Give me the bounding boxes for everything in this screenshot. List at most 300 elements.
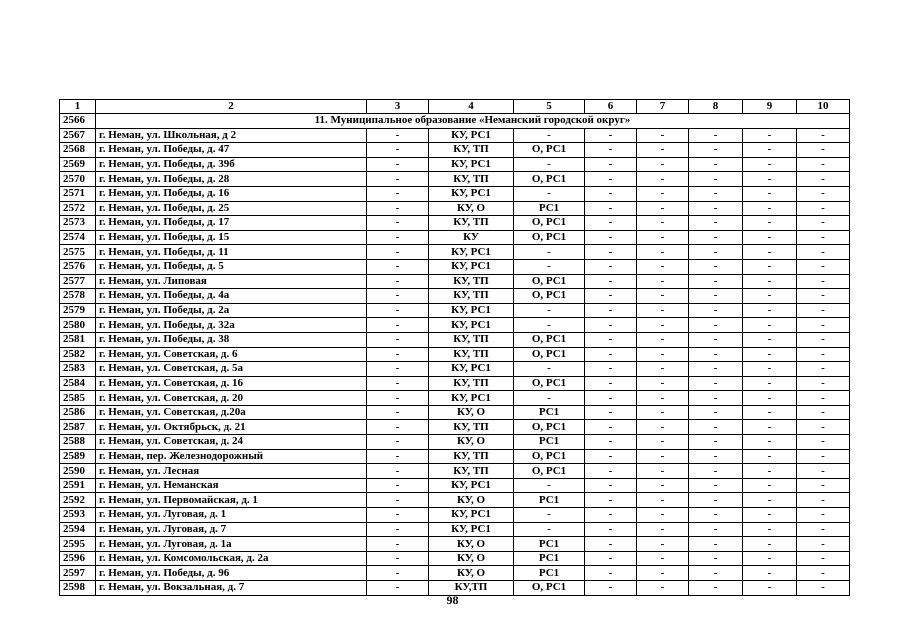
row-number: 2573	[60, 216, 96, 231]
section-title: 11. Муниципальное образование «Неманский городской округ»	[96, 114, 850, 129]
col4-value: КУ, РС1	[429, 128, 514, 143]
col6-value: -	[585, 318, 637, 333]
col5-value: О, РС1	[514, 172, 585, 187]
col3-value: -	[367, 376, 429, 391]
col4-value: КУ, ТП	[429, 172, 514, 187]
col8-value: -	[689, 274, 743, 289]
col8-value: -	[689, 435, 743, 450]
table-row	[60, 522, 850, 537]
col4-value: КУ, ТП	[429, 216, 514, 231]
address: г. Неман, ул. Победы, д. 5	[96, 259, 367, 274]
col6-value: -	[585, 522, 637, 537]
col7-value: -	[637, 347, 689, 362]
col5-value: РС1	[514, 551, 585, 566]
column-header: 8	[689, 100, 743, 114]
col5-value: -	[514, 128, 585, 143]
col5-value: О, РС1	[514, 216, 585, 231]
col3-value: -	[367, 464, 429, 479]
col5-value: -	[514, 186, 585, 201]
col10-value: -	[797, 464, 850, 479]
col6-value: -	[585, 259, 637, 274]
col8-value: -	[689, 186, 743, 201]
col8-value: -	[689, 493, 743, 508]
col9-value: -	[743, 362, 797, 377]
col5-value: -	[514, 245, 585, 260]
table-row	[60, 420, 850, 435]
col3-value: -	[367, 172, 429, 187]
col10-value: -	[797, 391, 850, 406]
page-number: 98	[446, 593, 459, 607]
col3-value: -	[367, 420, 429, 435]
row-number: 2596	[60, 551, 96, 566]
col10-value: -	[797, 201, 850, 216]
table-row	[60, 508, 850, 523]
col5-value: О, РС1	[514, 376, 585, 391]
col9-value: -	[743, 508, 797, 523]
col10-value: -	[797, 435, 850, 450]
column-number-row	[60, 100, 850, 114]
column-header: 5	[514, 100, 585, 114]
table-row	[60, 464, 850, 479]
col10-value: -	[797, 566, 850, 581]
table-body	[60, 100, 850, 596]
col7-value: -	[637, 172, 689, 187]
col4-value: КУ, ТП	[429, 332, 514, 347]
col7-value: -	[637, 274, 689, 289]
col9-value: -	[743, 478, 797, 493]
col4-value: КУ, О	[429, 551, 514, 566]
row-number: 2574	[60, 230, 96, 245]
table-row	[60, 128, 850, 143]
col4-value: КУ, РС1	[429, 508, 514, 523]
address: г. Неман, ул. Липовая	[96, 274, 367, 289]
row-number: 2580	[60, 318, 96, 333]
col8-value: -	[689, 230, 743, 245]
table-row	[60, 537, 850, 552]
address: г. Неман, ул. Советская, д. 20	[96, 391, 367, 406]
col8-value: -	[689, 405, 743, 420]
col8-value: -	[689, 216, 743, 231]
col9-value: -	[743, 332, 797, 347]
row-number: 2581	[60, 332, 96, 347]
col10-value: -	[797, 420, 850, 435]
col4-value: КУ, О	[429, 405, 514, 420]
col10-value: -	[797, 405, 850, 420]
table-row	[60, 332, 850, 347]
col3-value: -	[367, 522, 429, 537]
col3-value: -	[367, 303, 429, 318]
col3-value: -	[367, 318, 429, 333]
section-row	[60, 114, 850, 129]
col8-value: -	[689, 522, 743, 537]
col7-value: -	[637, 303, 689, 318]
col3-value: -	[367, 449, 429, 464]
col10-value: -	[797, 537, 850, 552]
col6-value: -	[585, 391, 637, 406]
col4-value: КУ, ТП	[429, 376, 514, 391]
col3-value: -	[367, 143, 429, 158]
column-header: 1	[60, 100, 96, 114]
col10-value: -	[797, 493, 850, 508]
col3-value: -	[367, 186, 429, 201]
table-row	[60, 493, 850, 508]
col4-value: КУ, О	[429, 201, 514, 216]
col4-value: КУ, ТП	[429, 289, 514, 304]
address: г. Неман, ул. Октябрьск, д. 21	[96, 420, 367, 435]
col4-value: КУ, ТП	[429, 274, 514, 289]
row-number: 2575	[60, 245, 96, 260]
col8-value: -	[689, 376, 743, 391]
col9-value: -	[743, 551, 797, 566]
col8-value: -	[689, 157, 743, 172]
col9-value: -	[743, 581, 797, 596]
address: г. Неман, ул. Комсомольская, д. 2а	[96, 551, 367, 566]
col9-value: -	[743, 376, 797, 391]
col4-value: КУ, РС1	[429, 391, 514, 406]
col6-value: -	[585, 172, 637, 187]
col6-value: -	[585, 216, 637, 231]
col3-value: -	[367, 245, 429, 260]
col4-value: КУ,ТП	[429, 581, 514, 596]
col9-value: -	[743, 318, 797, 333]
col6-value: -	[585, 143, 637, 158]
table-row	[60, 230, 850, 245]
col9-value: -	[743, 405, 797, 420]
col8-value: -	[689, 332, 743, 347]
col7-value: -	[637, 581, 689, 596]
col4-value: КУ, РС1	[429, 186, 514, 201]
col7-value: -	[637, 245, 689, 260]
address: г. Неман, ул. Победы, д. 2а	[96, 303, 367, 318]
table-row	[60, 201, 850, 216]
address: г. Неман, ул. Советская, д.20а	[96, 405, 367, 420]
address: г. Неман, ул. Советская, д. 16	[96, 376, 367, 391]
col8-value: -	[689, 508, 743, 523]
col9-value: -	[743, 303, 797, 318]
col3-value: -	[367, 289, 429, 304]
col5-value: -	[514, 303, 585, 318]
row-number: 2582	[60, 347, 96, 362]
col6-value: -	[585, 566, 637, 581]
col4-value: КУ, РС1	[429, 245, 514, 260]
col4-value: КУ, ТП	[429, 143, 514, 158]
col9-value: -	[743, 289, 797, 304]
col8-value: -	[689, 478, 743, 493]
col8-value: -	[689, 128, 743, 143]
table-row	[60, 259, 850, 274]
col9-value: -	[743, 522, 797, 537]
col6-value: -	[585, 464, 637, 479]
col7-value: -	[637, 537, 689, 552]
col5-value: -	[514, 157, 585, 172]
row-number: 2577	[60, 274, 96, 289]
table-row	[60, 186, 850, 201]
row-number: 2572	[60, 201, 96, 216]
col4-value: КУ, О	[429, 566, 514, 581]
col10-value: -	[797, 303, 850, 318]
col4-value: КУ, РС1	[429, 157, 514, 172]
table-row	[60, 289, 850, 304]
col7-value: -	[637, 216, 689, 231]
row-number: 2584	[60, 376, 96, 391]
col9-value: -	[743, 245, 797, 260]
table-row	[60, 303, 850, 318]
col6-value: -	[585, 245, 637, 260]
col4-value: КУ, РС1	[429, 362, 514, 377]
col9-value: -	[743, 566, 797, 581]
col7-value: -	[637, 566, 689, 581]
col6-value: -	[585, 435, 637, 450]
col7-value: -	[637, 464, 689, 479]
col10-value: -	[797, 157, 850, 172]
col3-value: -	[367, 551, 429, 566]
col7-value: -	[637, 186, 689, 201]
col4-value: КУ, ТП	[429, 464, 514, 479]
col6-value: -	[585, 376, 637, 391]
table-row	[60, 318, 850, 333]
col5-value: РС1	[514, 405, 585, 420]
col3-value: -	[367, 347, 429, 362]
address: г. Неман, ул. Неманская	[96, 478, 367, 493]
col9-value: -	[743, 157, 797, 172]
col5-value: О, РС1	[514, 332, 585, 347]
col8-value: -	[689, 391, 743, 406]
col7-value: -	[637, 157, 689, 172]
col10-value: -	[797, 508, 850, 523]
row-number: 2597	[60, 566, 96, 581]
col9-value: -	[743, 230, 797, 245]
column-header: 2	[96, 100, 367, 114]
col8-value: -	[689, 143, 743, 158]
row-number: 2576	[60, 259, 96, 274]
row-number: 2594	[60, 522, 96, 537]
col7-value: -	[637, 551, 689, 566]
row-number: 2568	[60, 143, 96, 158]
col9-value: -	[743, 259, 797, 274]
col3-value: -	[367, 566, 429, 581]
table-row	[60, 172, 850, 187]
col8-value: -	[689, 537, 743, 552]
address: г. Неман, ул. Победы, д. 4а	[96, 289, 367, 304]
col10-value: -	[797, 172, 850, 187]
col7-value: -	[637, 376, 689, 391]
address: г. Неман, ул. Победы, д. 16	[96, 186, 367, 201]
col10-value: -	[797, 478, 850, 493]
col5-value: -	[514, 478, 585, 493]
col8-value: -	[689, 303, 743, 318]
col3-value: -	[367, 581, 429, 596]
col8-value: -	[689, 259, 743, 274]
row-number: 2569	[60, 157, 96, 172]
col7-value: -	[637, 143, 689, 158]
col10-value: -	[797, 318, 850, 333]
col7-value: -	[637, 128, 689, 143]
address: г. Неман, ул. Победы, д. 32а	[96, 318, 367, 333]
col9-value: -	[743, 493, 797, 508]
address: г. Неман, ул. Победы, д. 25	[96, 201, 367, 216]
col8-value: -	[689, 347, 743, 362]
register-table	[59, 99, 850, 596]
col5-value: О, РС1	[514, 289, 585, 304]
col4-value: КУ	[429, 230, 514, 245]
col8-value: -	[689, 464, 743, 479]
col9-value: -	[743, 128, 797, 143]
row-number: 2589	[60, 449, 96, 464]
col9-value: -	[743, 201, 797, 216]
col8-value: -	[689, 420, 743, 435]
col3-value: -	[367, 332, 429, 347]
col6-value: -	[585, 201, 637, 216]
row-number: 2578	[60, 289, 96, 304]
col9-value: -	[743, 274, 797, 289]
table-row	[60, 449, 850, 464]
row-number: 2593	[60, 508, 96, 523]
col10-value: -	[797, 143, 850, 158]
col10-value: -	[797, 522, 850, 537]
col4-value: КУ, РС1	[429, 259, 514, 274]
row-number: 2583	[60, 362, 96, 377]
col7-value: -	[637, 478, 689, 493]
col4-value: КУ, ТП	[429, 420, 514, 435]
col5-value: РС1	[514, 566, 585, 581]
col8-value: -	[689, 581, 743, 596]
col7-value: -	[637, 391, 689, 406]
col7-value: -	[637, 362, 689, 377]
col4-value: КУ, РС1	[429, 318, 514, 333]
col10-value: -	[797, 186, 850, 201]
col10-value: -	[797, 449, 850, 464]
col9-value: -	[743, 391, 797, 406]
col5-value: -	[514, 522, 585, 537]
col4-value: КУ, О	[429, 537, 514, 552]
col3-value: -	[367, 478, 429, 493]
col5-value: О, РС1	[514, 581, 585, 596]
col7-value: -	[637, 508, 689, 523]
col7-value: -	[637, 332, 689, 347]
row-number: 2586	[60, 405, 96, 420]
address: г. Неман, ул. Победы, д. 47	[96, 143, 367, 158]
col5-value: -	[514, 508, 585, 523]
col5-value: РС1	[514, 493, 585, 508]
col6-value: -	[585, 362, 637, 377]
col4-value: КУ, О	[429, 435, 514, 450]
col3-value: -	[367, 493, 429, 508]
col6-value: -	[585, 420, 637, 435]
col3-value: -	[367, 508, 429, 523]
col6-value: -	[585, 581, 637, 596]
row-number: 2567	[60, 128, 96, 143]
col9-value: -	[743, 172, 797, 187]
col6-value: -	[585, 274, 637, 289]
col9-value: -	[743, 537, 797, 552]
row-number: 2570	[60, 172, 96, 187]
col5-value: О, РС1	[514, 420, 585, 435]
col6-value: -	[585, 157, 637, 172]
row-number: 2587	[60, 420, 96, 435]
col10-value: -	[797, 216, 850, 231]
col5-value: О, РС1	[514, 449, 585, 464]
row-number: 2579	[60, 303, 96, 318]
row-number: 2598	[60, 581, 96, 596]
col6-value: -	[585, 405, 637, 420]
table-row	[60, 216, 850, 231]
col6-value: -	[585, 551, 637, 566]
address: г. Неман, ул. Луговая, д. 1а	[96, 537, 367, 552]
col6-value: -	[585, 449, 637, 464]
col5-value: РС1	[514, 201, 585, 216]
col10-value: -	[797, 332, 850, 347]
column-header: 7	[637, 100, 689, 114]
table-row	[60, 405, 850, 420]
address: г. Неман, ул. Победы, д. 38	[96, 332, 367, 347]
col6-value: -	[585, 303, 637, 318]
address: г. Неман, ул. Победы, д. 15	[96, 230, 367, 245]
col3-value: -	[367, 274, 429, 289]
table-row	[60, 376, 850, 391]
col7-value: -	[637, 289, 689, 304]
col8-value: -	[689, 245, 743, 260]
col5-value: О, РС1	[514, 347, 585, 362]
col8-value: -	[689, 289, 743, 304]
table-row	[60, 566, 850, 581]
address: г. Неман, ул. Луговая, д. 1	[96, 508, 367, 523]
col4-value: КУ, ТП	[429, 449, 514, 464]
table-row	[60, 245, 850, 260]
col6-value: -	[585, 128, 637, 143]
col8-value: -	[689, 449, 743, 464]
col6-value: -	[585, 347, 637, 362]
col5-value: О, РС1	[514, 230, 585, 245]
col10-value: -	[797, 347, 850, 362]
address: г. Неман, ул. Победы, д. 39б	[96, 157, 367, 172]
address: г. Неман, ул. Школьная, д 2	[96, 128, 367, 143]
col4-value: КУ, РС1	[429, 478, 514, 493]
col3-value: -	[367, 391, 429, 406]
address: г. Неман, ул. Советская, д. 5а	[96, 362, 367, 377]
address: г. Неман, пер. Железнодорожный	[96, 449, 367, 464]
col3-value: -	[367, 230, 429, 245]
col5-value: -	[514, 259, 585, 274]
address: г. Неман, ул. Победы, д. 11	[96, 245, 367, 260]
col7-value: -	[637, 522, 689, 537]
col6-value: -	[585, 186, 637, 201]
col7-value: -	[637, 435, 689, 450]
col3-value: -	[367, 157, 429, 172]
col5-value: -	[514, 362, 585, 377]
col10-value: -	[797, 581, 850, 596]
col10-value: -	[797, 259, 850, 274]
col6-value: -	[585, 332, 637, 347]
row-number: 2585	[60, 391, 96, 406]
col7-value: -	[637, 201, 689, 216]
col5-value: О, РС1	[514, 464, 585, 479]
col7-value: -	[637, 405, 689, 420]
col3-value: -	[367, 405, 429, 420]
column-header: 9	[743, 100, 797, 114]
col4-value: КУ, О	[429, 493, 514, 508]
col9-value: -	[743, 420, 797, 435]
col4-value: КУ, ТП	[429, 347, 514, 362]
col6-value: -	[585, 478, 637, 493]
col6-value: -	[585, 230, 637, 245]
col9-value: -	[743, 347, 797, 362]
col4-value: КУ, РС1	[429, 522, 514, 537]
table-row	[60, 478, 850, 493]
col8-value: -	[689, 172, 743, 187]
col3-value: -	[367, 259, 429, 274]
col3-value: -	[367, 435, 429, 450]
col3-value: -	[367, 362, 429, 377]
